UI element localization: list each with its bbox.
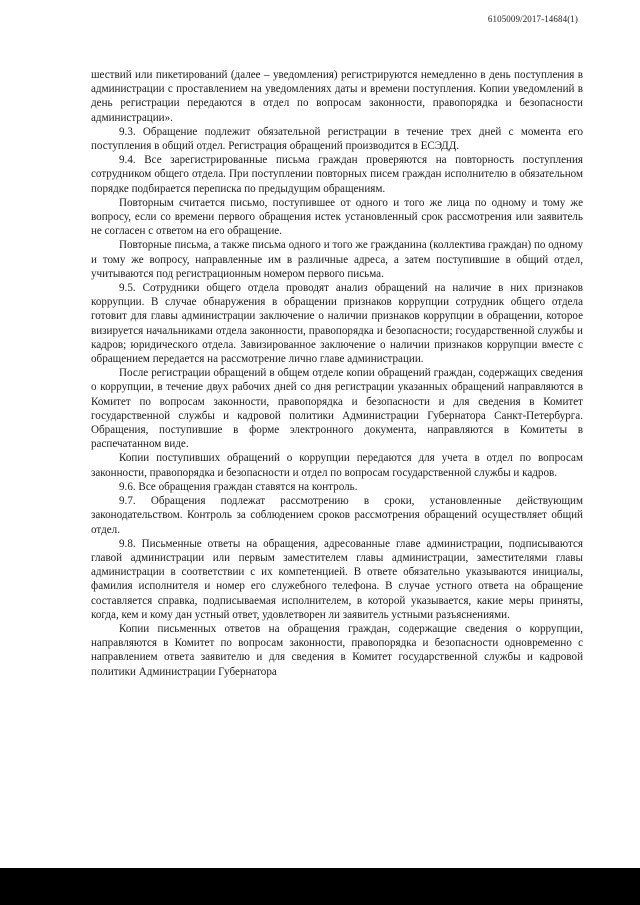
paragraph-uvedomleniya: шествий или пикетирований (далее – уведомления) регистрируются немедленно в день поступления в администрации с проставлением на уведомлениях даты и времени поступления. Копии уведомлений в день регистрации передаются в отдел по вопросам законности, правопорядка и безопасности администрации». xyxy=(91,69,583,124)
paragraph-9-7: 9.7. Обращения подлежат рассмотрению в сроки, установленные действующим законодательством. Контроль за соблюдением сроков рассмотрения обращений осуществляет общий отдел. xyxy=(91,495,583,536)
document-body xyxy=(91,68,583,679)
paragraph-9-4: 9.4. Все зарегистрированные письма граждан проверяются на повторность поступления сотрудником общего отдела. При поступлении повторных писем граждан исполнителю в обязательном порядке подбирается переписка по предыдущим обращениям. xyxy=(91,154,583,195)
paragraph-copies-corruption: Копии поступивших обращений о коррупции передаются для учета в отдел по вопросам законности, правопорядка и безопасности и отдел по вопросам государственной службы и кадров. xyxy=(91,452,583,479)
paragraph-9-6: 9.6. Все обращения граждан ставятся на контроль. xyxy=(119,480,358,493)
paragraph-after-registration: После регистрации обращений в общем отделе копии обращений граждан, содержащих сведения о коррупции, в течение двух рабочих дней со дня регистрации указанных обращений направляются в Комитет по вопросам законности, правопорядка и безопасности и для сведения в Комитет государственной службы и кадровой политики Администрации Губернатора Санкт-Петербурга. Обращения, поступившие в форме электронного документа, направляются в Комитеты в распечатанном виде. xyxy=(91,367,583,451)
scan-bottom-border xyxy=(0,868,640,905)
paragraph-9-5: 9.5. Сотрудники общего отдела проводят анализ обращений на наличие в них признаков коррупции. В случае обнаружения в обращении признаков коррупции сотрудник общего отдела готовит для главы администрации заключение о наличии признаков коррупции в обращении, которое визируется начальниками отдела законности, правопорядка и безопасности; государственной службы и кадров; юридического отдела. Завизированное заключение о наличии признаков коррупции вместе с обращением передается на рассмотрение лично главе администрации. xyxy=(91,282,583,366)
paragraph-9-3: 9.3. Обращение подлежит обязательной регистрации в течение трех дней с момента его поступления в общий отдел. Регистрация обращений производится в ЕСЭДД. xyxy=(91,125,583,153)
paragraph-repeat-definition: Повторным считается письмо, поступившее от одного и того же лица по одному и тому же вопросу, если со времени первого обращения истек установленный срок рассмотрения или заявитель не согласен с ответом на его обращение. xyxy=(91,196,583,238)
document-registration-number: 6105009/2017-14684(1) xyxy=(487,14,578,24)
paragraph-repeat-letters: Повторные письма, а также письма одного и того же гражданина (коллектива граждан) по одному и тому же вопросу, направленные им в различные адреса, а затем поступившие в общий отдел, учитываются под регистрационным номером первого письма. xyxy=(91,239,583,280)
paragraph-9-8: 9.8. Письменные ответы на обращения, адресованные главе администрации, подписываются главой администрации или первым заместителем главы администрации, заместителями главы администрации в соответствии с их компетенцией. В ответе обязательно указываются инициалы, фамилия исполнителя и номер его служебного телефона. В случае устного ответа на обращение составляется справка, подписываемая исполнителем, в которой указывается, какие меры приняты, когда, кем и кому дан устный ответ, удовлетворен ли заявитель устными разъяснениями. xyxy=(91,537,583,621)
paragraph-copies-answers: Копии письменных ответов на обращения граждан, содержащие сведения о коррупции, направляются в Комитет по вопросам законности, правопорядка и безопасности одновременно с направлением ответа заявителю и для сведения в Комитет государственной службы и кадровой политики Администрации Губернатора xyxy=(91,622,583,678)
